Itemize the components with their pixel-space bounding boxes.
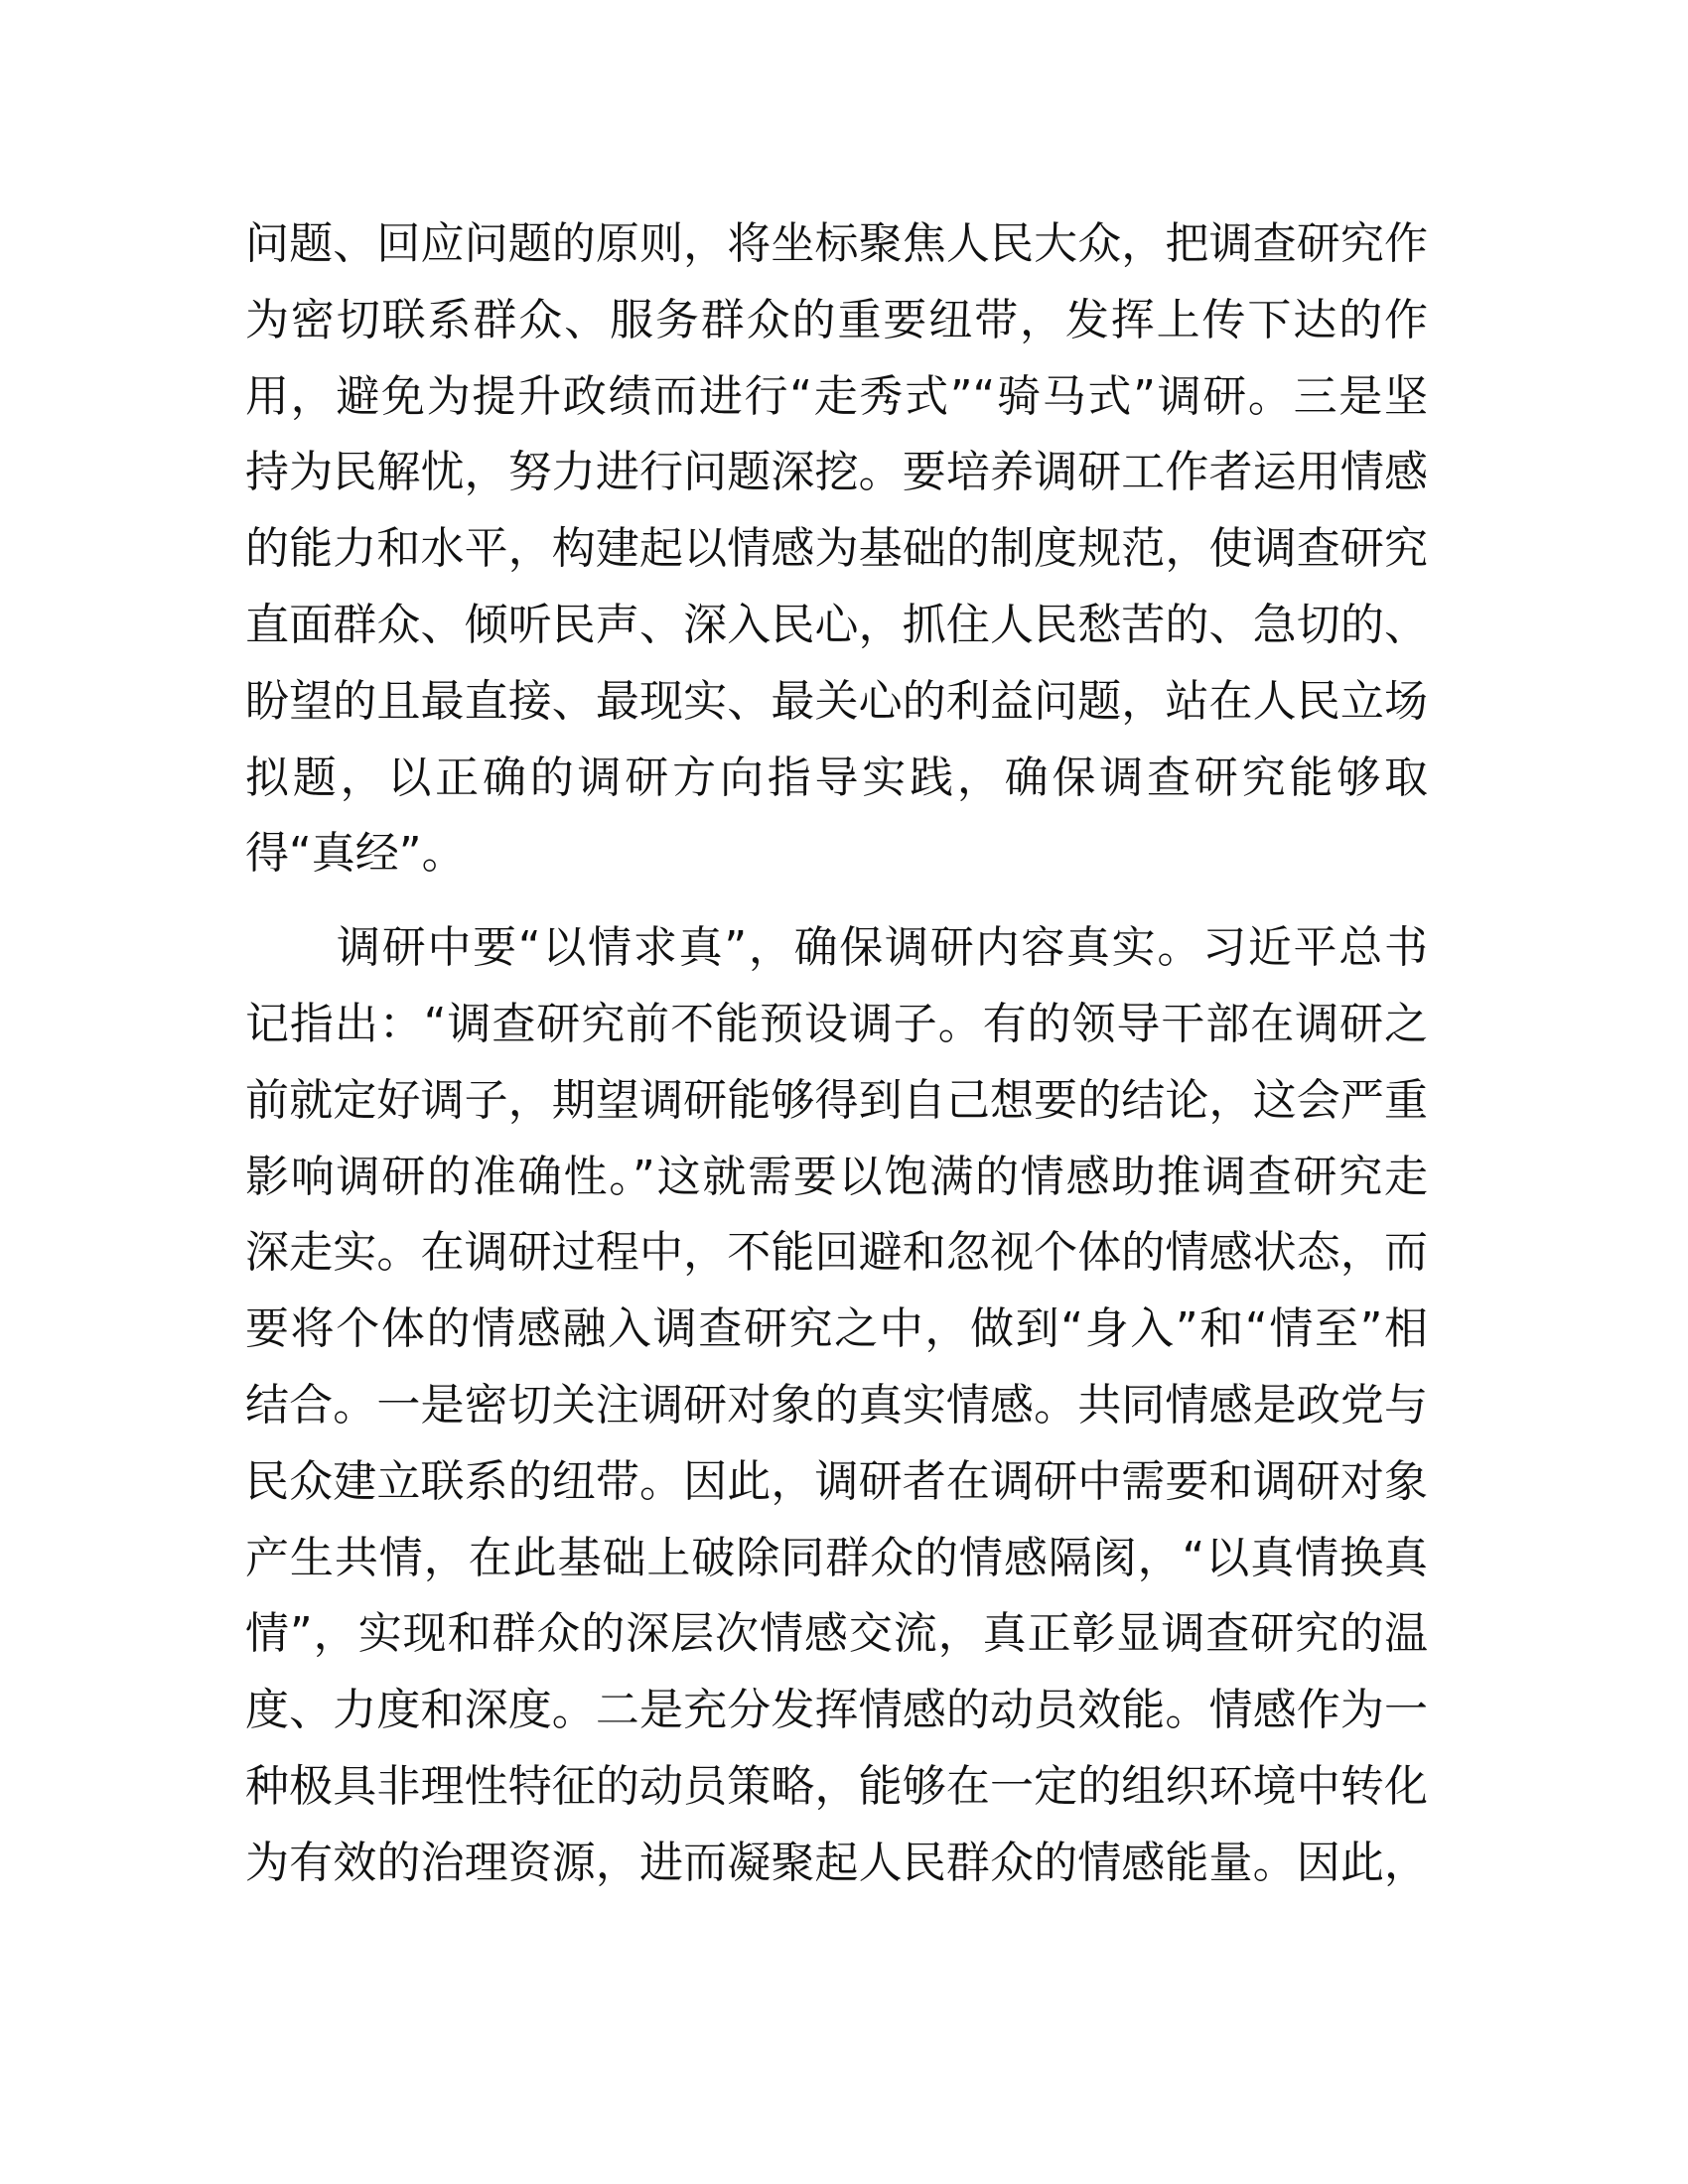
text-line: 种极具非理性特征的动员策略，能够在一定的组织环境中转化	[245, 1760, 1428, 1812]
text-line: 度、力度和深度。二是充分发挥情感的动员效能。情感作为一	[245, 1685, 1428, 1736]
text-line: 拟题，以正确的调研方向指导实践，确保调查研究能够取	[245, 751, 1428, 803]
text-line: 产生共情，在此基础上破除同群众的情感隔阂，“以真情换真	[245, 1532, 1428, 1583]
text-line: 得“真经”。	[245, 828, 466, 880]
text-line: 的能力和水平，构建起以情感为基础的制度规范，使调查研究	[245, 523, 1428, 575]
text-line: 影响调研的准确性。”这就需要以饱满的情感助推调查研究走	[245, 1151, 1428, 1202]
text-line: 要将个体的情感融入调查研究之中，做到“身入”和“情至”相	[245, 1303, 1428, 1355]
text-line: 前就定好调子，期望调研能够得到自己想要的结论，这会严重	[245, 1074, 1428, 1126]
text-line: 持为民解忧，努力进行问题深挖。要培养调研工作者运用情感	[245, 447, 1428, 498]
document-page	[245, 206, 1428, 1902]
text-line: 问题、回应问题的原则，将坐标聚焦人民大众，把调查研究作	[245, 218, 1428, 269]
text-line: 直面群众、倾听民声、深入民心，抓住人民愁苦的、急切的、	[245, 599, 1428, 650]
text-line: 民众建立联系的纽带。因此，调研者在调研中需要和调研对象	[245, 1455, 1428, 1507]
text-line: 记指出：“调查研究前不能预设调子。有的领导干部在调研之	[245, 998, 1428, 1049]
text-line: 深走实。在调研过程中，不能回避和忽视个体的情感状态，而	[245, 1227, 1428, 1279]
text-line: 情”，实现和群众的深层次情感交流，真正彰显调查研究的温	[245, 1608, 1428, 1660]
text-line: 结合。一是密切关注调研对象的真实情感。共同情感是政党与	[245, 1379, 1428, 1431]
text-line: 盼望的且最直接、最现实、最关心的利益问题，站在人民立场	[245, 675, 1428, 727]
text-line: 为有效的治理资源，进而凝聚起人民群众的情感能量。因此，	[245, 1837, 1428, 1888]
text-line: 用，避免为提升政绩而进行“走秀式”“骑马式”调研。三是坚	[245, 370, 1428, 422]
text-line: 调研中要“以情求真”，确保调研内容真实。习近平总书	[337, 922, 1428, 974]
paragraph-2	[245, 910, 1428, 1901]
paragraph-1	[245, 206, 1428, 892]
text-line: 为密切联系群众、服务群众的重要纽带，发挥上传下达的作	[245, 294, 1428, 345]
